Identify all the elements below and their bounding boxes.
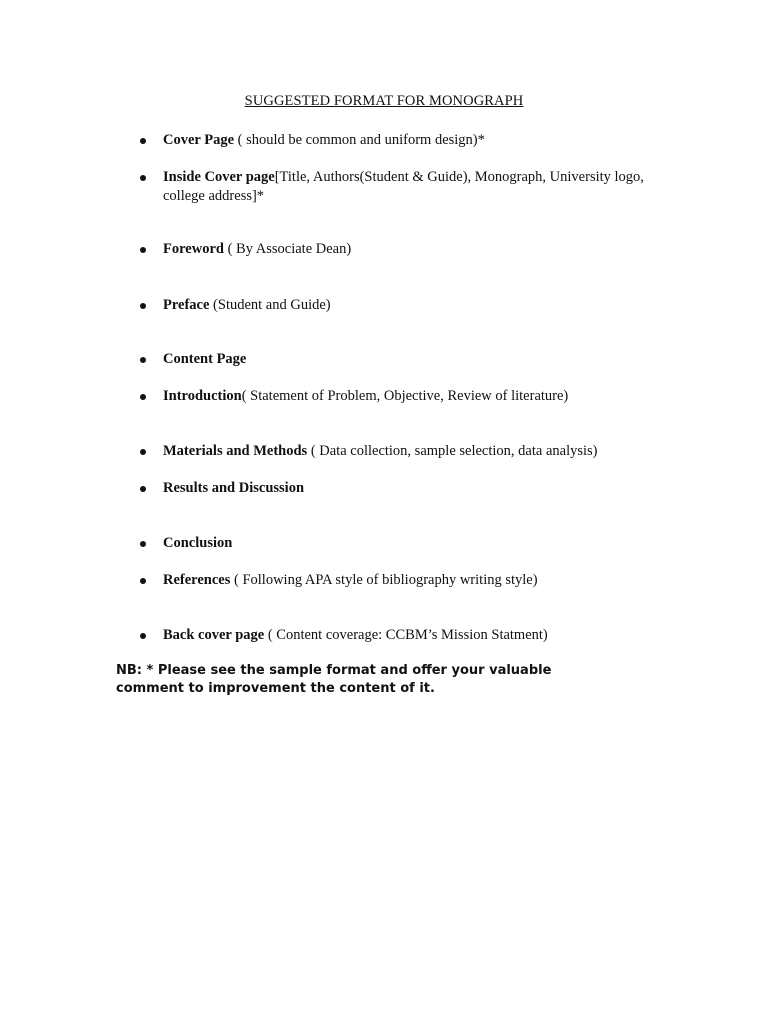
item-detail: (Student and Guide) [209, 297, 331, 313]
list-item [163, 626, 653, 645]
item-label: Cover Page [163, 132, 234, 148]
list-item [163, 387, 653, 406]
item-detail: ( Data collection, sample selection, data analysis) [307, 443, 598, 459]
list-item [163, 479, 653, 498]
list-item [163, 131, 653, 150]
list-item [163, 571, 653, 590]
list-item [163, 168, 653, 206]
item-detail: ( Statement of Problem, Objective, Review of literature) [241, 388, 569, 404]
list-item [163, 240, 653, 259]
item-detail: ( Following APA style of bibliography writing style) [230, 572, 538, 588]
bullet [140, 541, 146, 547]
bullet [140, 303, 146, 309]
item-detail: [Title, Authors(Student & Guide), Monograph, University logo, college address]* [163, 169, 644, 204]
item-detail: ( should be common and uniform design)* [234, 132, 485, 148]
item-label: Conclusion [163, 535, 233, 551]
bullet [140, 357, 146, 363]
bullet [140, 486, 146, 492]
item-label: Inside Cover page [163, 169, 275, 185]
item-label: Materials and Methods [163, 443, 308, 459]
bullet [140, 633, 146, 639]
document-title: SUGGESTED FORMAT FOR MONOGRAPH [244, 93, 524, 109]
bullet [140, 138, 146, 144]
item-label: Foreword [163, 241, 224, 257]
list-item [163, 350, 653, 369]
list-item [163, 296, 653, 315]
item-label: Content Page [163, 351, 247, 367]
item-label: Introduction [163, 388, 242, 404]
list-item [163, 442, 653, 461]
item-label: Results and Discussion [163, 480, 305, 496]
bullet [140, 247, 146, 253]
item-detail: ( By Associate Dean) [223, 241, 352, 257]
footnote: NB: * Please see the sample format and offer your valuable comment to improvement the content of it. [116, 663, 552, 696]
item-label: Preface [163, 297, 210, 313]
bullet [140, 578, 146, 584]
item-detail: ( Content coverage: CCBM’s Mission Statment) [264, 627, 548, 643]
bullet [140, 175, 146, 181]
item-label: Back cover page [163, 627, 265, 643]
bullet [140, 394, 146, 400]
list-item [163, 534, 653, 553]
bullet [140, 449, 146, 455]
item-label: References [163, 572, 231, 588]
